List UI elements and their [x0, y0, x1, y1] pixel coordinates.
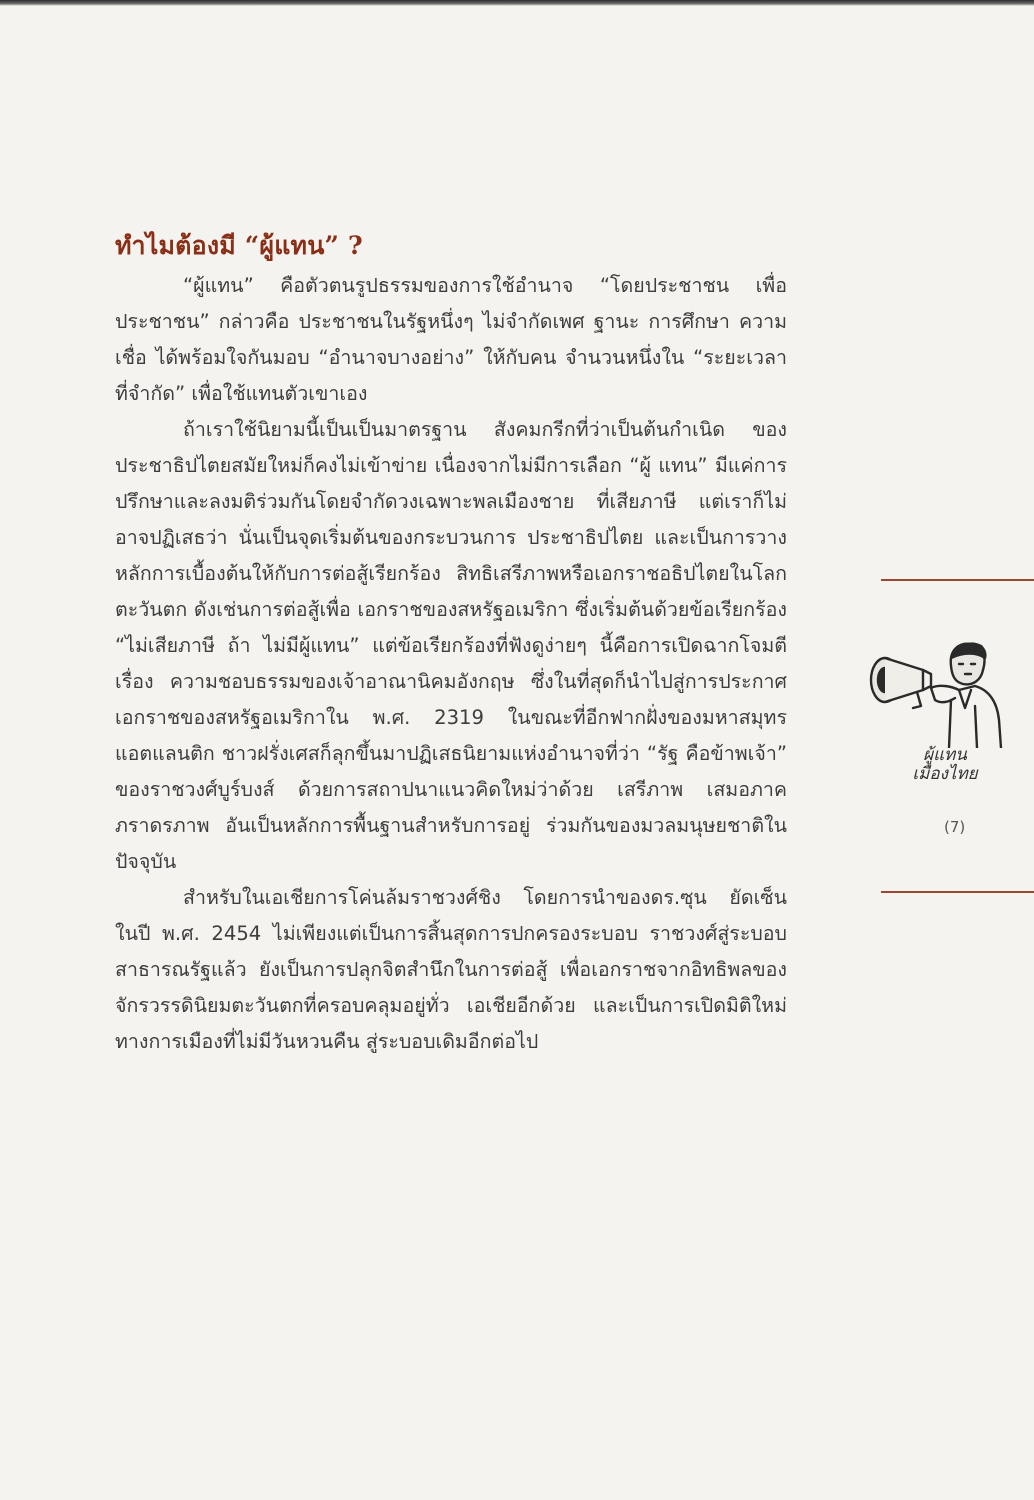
page-number: (7): [944, 818, 966, 836]
side-rule-bottom: [881, 891, 1034, 893]
body-text: [115, 268, 787, 1060]
side-logo-text: [855, 746, 1034, 784]
logo-line-1: ผู้แทน: [923, 745, 967, 765]
section-heading: ทำไมต้องมี “ผู้แทน” ?: [115, 231, 363, 260]
man-with-megaphone-icon: [855, 628, 1034, 748]
side-rule-top: [881, 579, 1034, 581]
paragraph-1: “ผู้แทน” คือตัวตนรูปธรรมของการใช้อำนาจ “โดยประชาชน เพื่อประชาชน” กล่าวคือ ประชาชนในรัฐหนึ่งๆ ไม่จำกัดเพศ ฐานะ การศึกษา ความเชื่อ ได้พร้อมใจกันมอบ “อำนาจบางอย่าง” ให้กับคน จำนวนหนึ่งใน “ระยะเวลาที่จำกัด” เพื่อใช้แทนตัวเขาเอง: [115, 274, 787, 405]
page-top-edge: [0, 0, 1034, 6]
paragraph-2: ถ้าเราใช้นิยามนี้เป็นเป็นมาตรฐาน สังคมกรีกที่ว่าเป็นต้นกำเนิด ของประชาธิปไตยสมัยใหม่ก็คงไม่เข้าข่าย เนื่องจากไม่มีการเลือก “ผู้ แทน” มีแค่การปรึกษาและลงมติร่วมกันโดยจำกัดวงเฉพาะพลเมืองชาย ที่เสียภาษี แต่เราก็ไม่อาจปฏิเสธว่า นั่นเป็นจุดเริ่มต้นของกระบวนการ ประชาธิปไตย และเป็นการวางหลักการเบื้องต้นให้กับการต่อสู้เรียกร้อง สิทธิเสรีภาพหรือเอกราชอธิปไตยในโลกตะวันตก ดังเช่นการต่อสู้เพื่อ เอกราชของสหรัฐอเมริกา ซึ่งเริ่มต้นด้วยข้อเรียกร้อง “ไม่เสียภาษี ถ้า ไม่มีผู้แทน” แต่ข้อเรียกร้องที่ฟังดูง่ายๆ นี้คือการเปิดฉากโจมตีเรื่อง ความชอบธรรมของเจ้าอาณานิคมอังกฤษ ซึ่งในที่สุดก็นำไปสู่การประกาศ เอกราชของสหรัฐอเมริกาใน พ.ศ. 2319 ในขณะที่อีกฟากฝั่งของมหาสมุทร แอตแลนติก ชาวฝรั่งเศสก็ลุกขึ้นมาปฏิเสธนิยามแห่งอำนาจที่ว่า “รัฐ คือข้าพเจ้า” ของราชวงศ์บูร์บงส์ ด้วยการสถาปนาแนวคิดใหม่ว่าด้วย เสรีภาพ เสมอภาค ภราดรภาพ อันเป็นหลักการพื้นฐานสำหรับการอยู่ ร่วมกันของมวลมนุษยชาติในปัจจุบัน: [115, 418, 787, 873]
paragraph-3: สำหรับในเอเชียการโค่นล้มราชวงศ์ชิง โดยการนำของดร.ซุน ยัดเซ็น ในปี พ.ศ. 2454 ไม่เพียงแต่เป็นการสิ้นสุดการปกครองระบอบ ราชวงศ์สู่ระบอบสาธารณรัฐแล้ว ยังเป็นการปลุกจิตสำนึกในการต่อสู้ เพื่อเอกราชจากอิทธิพลของจักรวรรดินิยมตะวันตกที่ครอบคลุมอยู่ทั่ว เอเชียอีกด้วย และเป็นการเปิดมิติใหม่ทางการเมืองที่ไม่มีวันหวนคืน สู่ระบอบเดิมอีกต่อไป: [115, 886, 787, 1053]
side-emblem: [855, 628, 1034, 810]
logo-line-2: เมืองไทย: [912, 764, 978, 784]
